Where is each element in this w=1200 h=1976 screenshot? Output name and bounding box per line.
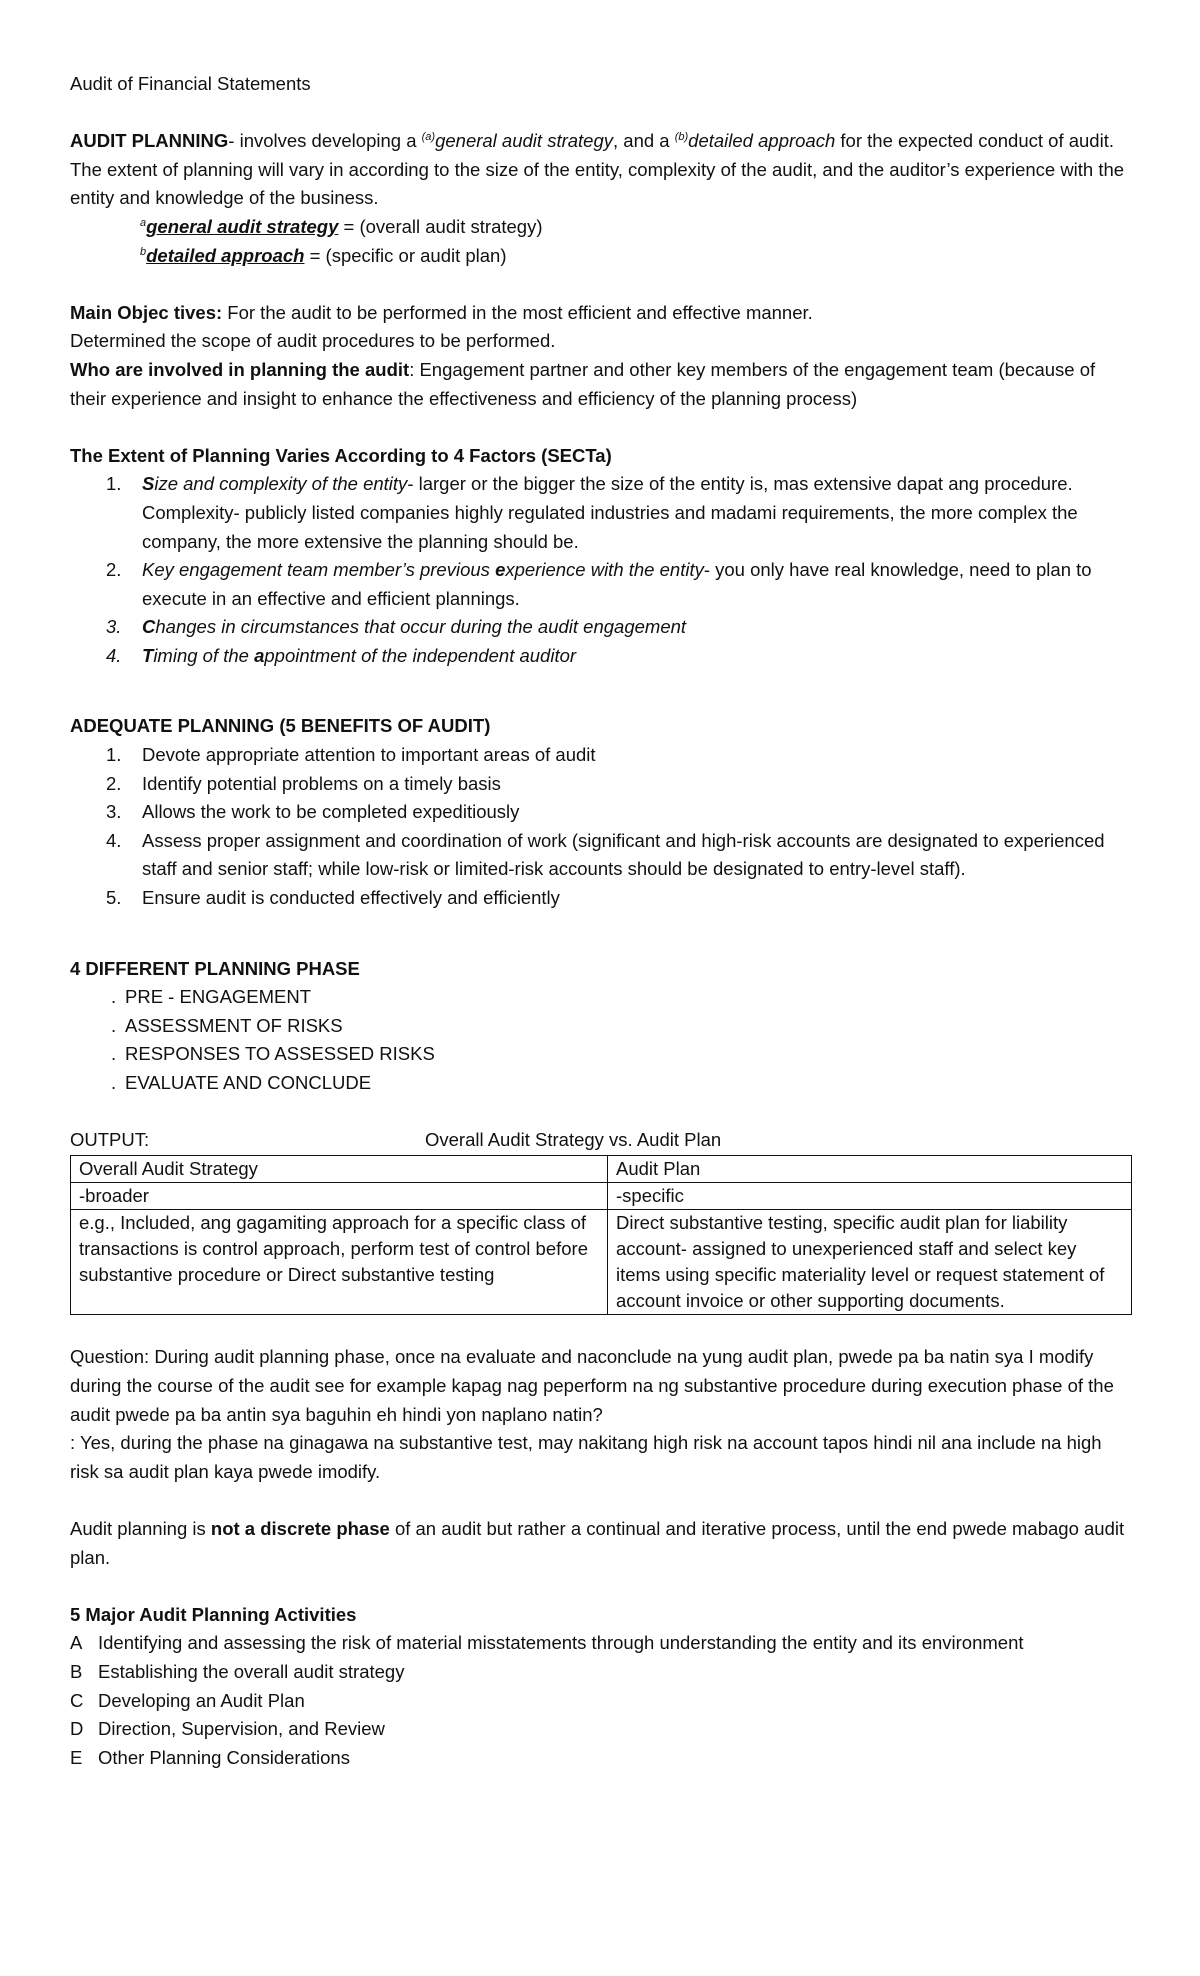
list-item xyxy=(70,1715,1130,1744)
list-text: Allows the work to be completed expeditiously xyxy=(142,801,520,823)
who-involved-text: : Engagement partner and other key members of the engagement team (because of their experience and insight to enhance the effectiveness and efficiency of the planning process) xyxy=(70,358,1096,409)
definition-general-strategy xyxy=(70,213,1130,242)
audit-planning-text-2: , and a xyxy=(613,130,675,152)
definition-detailed-approach xyxy=(70,242,1130,271)
main-objectives xyxy=(70,299,1130,328)
superscript-b: (b) xyxy=(674,131,689,144)
activity-letter: D xyxy=(70,1718,84,1740)
factor-description: - larger or the bigger the size of the entity is, mas extensive dapat ang procedure. Complexity- publicly listed companies highly regulated industries and madami requirements, the more complex the company, the more extensive the planning should be. xyxy=(142,473,1078,552)
factor-initial: S xyxy=(142,473,155,495)
phases-heading-text: 4 DIFFERENT PLANNING PHASE xyxy=(70,957,360,979)
audit-planning-text-3: for the expected conduct of audit. The extent of planning will vary in according to the size of the entity, complexity of the audit, and the auditor’s experience with the entity and knowledge of the business. xyxy=(70,130,1125,209)
continual-bold: not a discrete phase xyxy=(210,1517,390,1539)
factor-initial: a xyxy=(254,644,265,666)
audit-planning-paragraph xyxy=(70,127,1130,213)
output-label: OUTPUT: xyxy=(70,1129,150,1151)
list-item xyxy=(70,1069,1130,1098)
output-title: Overall Audit Strategy vs. Audit Plan xyxy=(425,1129,722,1151)
factor-title: hanges in circumstances that occur during the audit engagement xyxy=(155,616,687,638)
detailed-approach-term: detailed approach xyxy=(688,130,836,152)
list-text: Identify potential problems on a timely basis xyxy=(142,772,501,794)
list-item xyxy=(70,556,1130,613)
audit-planning-text-1: - involves developing a xyxy=(228,130,422,152)
factor-title: ppointment of the independent auditor xyxy=(264,644,577,666)
list-number: 2. xyxy=(106,559,122,581)
phase-text: EVALUATE AND CONCLUDE xyxy=(125,1072,372,1093)
output-row xyxy=(70,1126,1130,1155)
who-involved-label: Who are involved in planning the audit xyxy=(70,358,410,380)
scope-line: Determined the scope of audit procedures to be performed. xyxy=(70,330,556,352)
table-cell: Direct substantive testing, specific audit plan for liability account- assigned to unexperienced staff and select key items using specific materiality level or request statement of account invoice or other supporting documents. xyxy=(608,1209,1132,1314)
answer-text: : Yes, during the phase na ginagawa na substantive test, may nakitang high risk na account tapos hindi nil ana include na high risk sa audit plan kaya pwede imodify. xyxy=(70,1432,1102,1482)
table-cell: -specific xyxy=(608,1182,1132,1209)
document-page xyxy=(70,70,1130,1772)
audit-planning-term: AUDIT PLANNING xyxy=(70,130,229,152)
table-cell: -broader xyxy=(71,1182,608,1209)
activity-text: Other Planning Considerations xyxy=(98,1746,350,1768)
definition-term-a: general audit strategy xyxy=(146,215,339,237)
list-number: 1. xyxy=(106,744,122,766)
definition-text-a: = (overall audit strategy) xyxy=(338,215,543,237)
activity-text: Direction, Supervision, and Review xyxy=(98,1718,385,1740)
definition-term-b: detailed approach xyxy=(146,244,305,266)
list-text: Ensure audit is conducted effectively and efficiently xyxy=(142,887,560,909)
factor-title: iming of the xyxy=(153,644,255,666)
activity-text: Developing an Audit Plan xyxy=(98,1689,305,1711)
list-item xyxy=(70,827,1130,884)
list-item xyxy=(70,1658,1130,1687)
factor-title: xperience with the entity xyxy=(505,559,704,581)
factor-title: ize and complexity of the entity xyxy=(154,473,408,495)
list-number: 1. xyxy=(106,473,122,495)
phase-text: PRE - ENGAGEMENT xyxy=(125,986,312,1008)
benefits-list xyxy=(70,741,1130,913)
bullet-dot: . xyxy=(111,1072,117,1093)
list-number: 3. xyxy=(106,801,122,823)
factor-description: - you only have real knowledge, need to plan to execute in an effective and efficient plannings. xyxy=(142,559,1092,609)
list-item xyxy=(70,1629,1130,1658)
factor-initial: e xyxy=(495,559,506,581)
activity-letter: E xyxy=(70,1746,83,1768)
list-item xyxy=(70,1744,1130,1773)
main-objectives-text: For the audit to be performed in the most efficient and effective manner. xyxy=(222,301,813,323)
list-item xyxy=(70,983,1130,1012)
list-item xyxy=(70,1040,1130,1069)
extent-heading-text: The Extent of Planning Varies According to 4 Factors (SECTa) xyxy=(70,444,612,466)
list-number: 5. xyxy=(106,887,122,909)
table-header-cell: Overall Audit Strategy xyxy=(71,1155,608,1182)
who-involved xyxy=(70,356,1130,413)
list-item xyxy=(70,1687,1130,1716)
list-item xyxy=(70,642,1130,671)
phase-text: ASSESSMENT OF RISKS xyxy=(125,1014,343,1036)
phase-text: RESPONSES TO ASSESSED RISKS xyxy=(125,1043,435,1065)
activity-text: Establishing the overall audit strategy xyxy=(98,1660,405,1682)
activities-list xyxy=(70,1629,1130,1772)
definition-sup-a: a xyxy=(140,216,147,229)
continual-text-2: of an audit but rather a continual and iterative process, until the end pwede mabago audit plan. xyxy=(70,1517,1125,1568)
superscript-a: (a) xyxy=(421,131,436,144)
factor-title: Key engagement team member’s previous xyxy=(142,559,496,581)
factor-initial: C xyxy=(142,616,156,638)
list-number: 4. xyxy=(106,829,122,851)
adequate-heading-text: ADEQUATE PLANNING (5 BENEFITS OF AUDIT) xyxy=(70,715,491,737)
table-row xyxy=(71,1209,1132,1314)
table-row xyxy=(71,1182,1132,1209)
document-title: Audit of Financial Statements xyxy=(70,73,311,94)
continual-process-note xyxy=(70,1515,1130,1572)
list-item xyxy=(70,470,1130,556)
comparison-table xyxy=(70,1155,1132,1315)
activities-heading-text: 5 Major Audit Planning Activities xyxy=(70,1603,357,1625)
list-item xyxy=(70,741,1130,770)
continual-text-1: Audit planning is xyxy=(70,1517,211,1539)
phases-list xyxy=(70,983,1130,1097)
activity-letter: C xyxy=(70,1689,84,1711)
factor-initial: T xyxy=(142,644,154,666)
bullet-dot: . xyxy=(111,986,117,1008)
general-audit-strategy-term: general audit strategy xyxy=(435,130,613,152)
main-objectives-label: Main Objec tives: xyxy=(70,301,223,323)
bullet-dot: . xyxy=(111,1043,117,1065)
extent-factors-list xyxy=(70,470,1130,670)
list-item xyxy=(70,1012,1130,1041)
list-item xyxy=(70,884,1130,913)
list-number: 4. xyxy=(106,644,122,666)
list-item xyxy=(70,613,1130,642)
list-number: 2. xyxy=(106,772,122,794)
list-number: 3. xyxy=(106,616,122,638)
table-header-row xyxy=(71,1155,1132,1182)
definition-text-b: = (specific or audit plan) xyxy=(304,244,507,266)
table-header-cell: Audit Plan xyxy=(608,1155,1132,1182)
activity-text: Identifying and assessing the risk of material misstatements through understanding the entity and its environment xyxy=(98,1632,1024,1654)
bullet-dot: . xyxy=(111,1014,117,1036)
list-text: Assess proper assignment and coordination of work (significant and high-risk accounts are designated to experienced staff and senior staff; while low-risk or limited-risk accounts should be designated to entry-level staff). xyxy=(142,829,1105,880)
list-item xyxy=(70,798,1130,827)
activity-letter: A xyxy=(70,1632,83,1654)
list-text: Devote appropriate attention to important areas of audit xyxy=(142,744,596,766)
question-text: Question: During audit planning phase, once na evaluate and naconclude na yung audit plan, pwede pa ba natin sya I modify during the course of the audit see for example kapag nag peperform na ng substantive procedure during execution phase of the audit pwede pa ba antin sya baguhin eh hindi yon naplano natin? xyxy=(70,1346,1114,1425)
adequate-heading xyxy=(70,712,1130,741)
activity-letter: B xyxy=(70,1660,83,1682)
definition-sup-b: b xyxy=(140,245,147,258)
activities-heading xyxy=(70,1601,1130,1630)
phases-heading xyxy=(70,955,1130,984)
list-item xyxy=(70,770,1130,799)
extent-heading xyxy=(70,442,1130,471)
table-cell: e.g., Included, ang gagamiting approach for a specific class of transactions is control approach, perform test of control before substantive procedure or Direct substantive testing xyxy=(71,1209,608,1314)
